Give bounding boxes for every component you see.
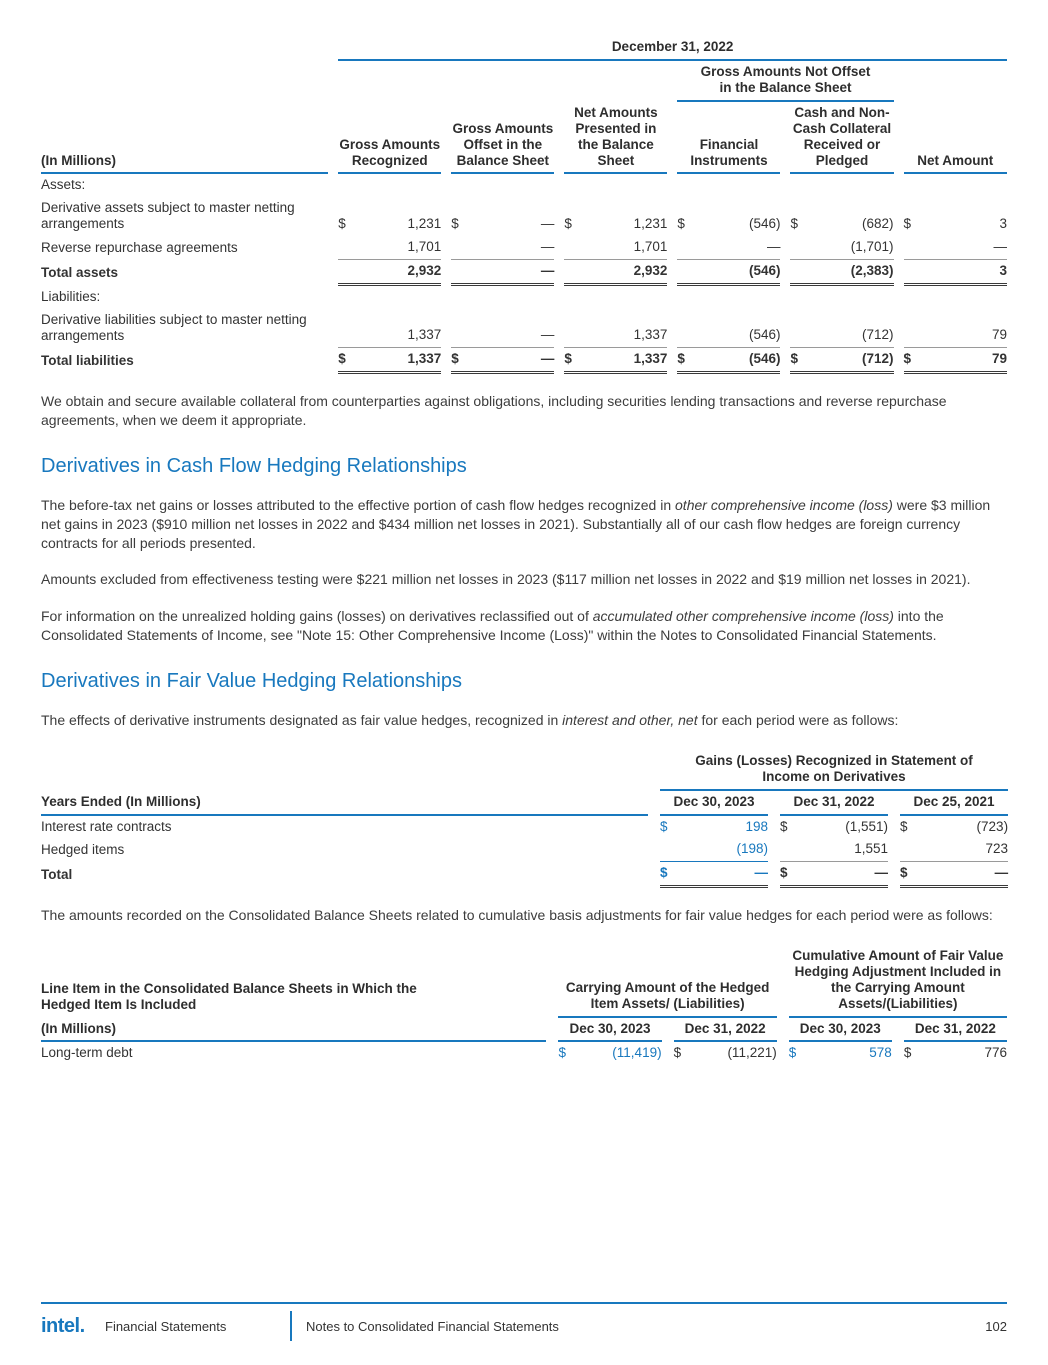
row-derivative-liabilities: Derivative liabilities subject to master netting arrangements 1,337 — 1,337 (546) (712) 79 xyxy=(41,309,1007,348)
footer-divider xyxy=(290,1311,292,1341)
cell-value: 776 xyxy=(984,1045,1007,1061)
col-header: Dec 30, 2023 xyxy=(660,790,768,815)
footer-notes-label: Notes to Consolidated Financial Statements xyxy=(306,1318,559,1334)
group-header-row xyxy=(41,60,1007,101)
currency-symbol: $ xyxy=(677,216,685,232)
col-header: Gross Amounts Offset in the Balance Sheet xyxy=(451,101,554,174)
currency-symbol: $ xyxy=(558,1045,566,1061)
cell-value: — xyxy=(469,309,554,348)
currency-symbol: $ xyxy=(790,216,798,232)
row-hedged-items: Hedged items (198) 1,551 723 xyxy=(41,838,1008,861)
cell-value: 1,337 xyxy=(356,309,441,348)
cell-value: 1,551 xyxy=(800,838,888,861)
col-header: Dec 30, 2023 xyxy=(789,1017,892,1042)
col-header: Net Amount xyxy=(904,101,1007,174)
paragraph-fair-value-1: The effects of derivative instruments designated as fair value hedges, recognized in interest and other, net for each period were as follows: xyxy=(41,712,899,729)
group-header-carrying: Carrying Amount of the Hedged Item Assets/ (Liabilities) xyxy=(558,945,776,1017)
column-header-row xyxy=(41,1017,1007,1042)
cell-value: — xyxy=(469,348,554,373)
cell-value: 2,932 xyxy=(582,260,667,285)
paragraph-cash-flow-3: For information on the unrealized holding gains (losses) on derivatives reclassified out of accumulated other comprehensive income (loss) into the Consolidated Statements of Income, see "Note 15: Other Comprehensive Income (Loss)" within the Notes to Consolidated Financial Statements. xyxy=(41,607,944,643)
row-total-assets: Total assets 2,932 — 2,932 (546) (2,383) 3 xyxy=(41,260,1007,285)
footer-section-label: Financial Statements xyxy=(105,1318,227,1334)
cell-value: — xyxy=(920,862,1008,887)
cell-value: (546) xyxy=(695,309,780,348)
basis-adjustments-table-wrap xyxy=(41,945,1007,1066)
cell-value: 198 xyxy=(745,818,768,834)
cell-value: (11,221) xyxy=(727,1045,777,1061)
cell-value: 1,701 xyxy=(582,236,667,259)
column-header-row xyxy=(41,790,1008,815)
col-header: Net Amounts Presented in the Balance Sheet xyxy=(564,101,667,174)
line-item-header: Line Item in the Consolidated Balance Sheets in Which the Hedged Item Is Included xyxy=(41,980,417,1012)
row-derivative-assets: Derivative assets subject to master netting arrangements $ 1,231 $ — $ 1,231 $ (546) $ (682) $ 3 xyxy=(41,197,1007,236)
currency-symbol: $ xyxy=(780,862,800,887)
page-footer xyxy=(41,1302,1007,1341)
currency-symbol: $ xyxy=(904,348,922,373)
currency-symbol: $ xyxy=(900,862,920,887)
cell-value: (546) xyxy=(695,260,780,285)
cell-value: 3 xyxy=(922,260,1007,285)
col-header: Dec 30, 2023 xyxy=(558,1017,661,1042)
cell-value: 1,337 xyxy=(582,309,667,348)
basis-adjustments-table xyxy=(41,945,1007,1066)
col-header: Financial Instruments xyxy=(677,101,780,174)
paragraph-fair-value-2: The amounts recorded on the Consolidated Balance Sheets related to cumulative basis adjustments for fair value hedges for each period were as follows: xyxy=(41,907,993,924)
cell-value: 2,932 xyxy=(356,260,441,285)
fair-value-gains-table xyxy=(41,750,1008,889)
cell-value: 1,701 xyxy=(356,236,441,259)
row-total: Total $ — $ — $ — xyxy=(41,862,1008,887)
offsetting-table-wrap xyxy=(41,36,1007,374)
heading-fair-value-hedging: Derivatives in Fair Value Hedging Relationships xyxy=(41,670,462,693)
paragraph-cash-flow-1: The before-tax net gains or losses attributed to the effective portion of cash flow hedges recognized in other comprehensive income (loss) were $3 million net gains in 2023 ($910 million net losses in 2022 and $434 million net losses in 2021). Substantially all of our cash flow hedges are foreign currency contracts for all periods presented. xyxy=(41,497,991,551)
currency-symbol: $ xyxy=(338,216,346,232)
cell-value: — xyxy=(680,862,768,887)
currency-symbol: $ xyxy=(900,818,908,834)
period-header: December 31, 2022 xyxy=(338,36,1007,60)
cell-value: (546) xyxy=(748,216,781,232)
currency-symbol: $ xyxy=(660,862,680,887)
currency-symbol: $ xyxy=(903,1045,912,1061)
currency-symbol: $ xyxy=(451,348,469,373)
cell-value: — xyxy=(540,216,555,232)
row-interest-rate-contracts: Interest rate contracts $ 198 $ (1,551) $ (723) xyxy=(41,815,1008,839)
cell-value: (2,383) xyxy=(808,260,893,285)
section-row-assets: Assets: xyxy=(41,177,86,193)
cell-value: (723) xyxy=(976,818,1009,834)
cell-value: 79 xyxy=(922,309,1007,348)
cell-value: 578 xyxy=(869,1045,892,1061)
cell-value: 1,231 xyxy=(407,216,442,232)
cell-value: — xyxy=(800,862,888,887)
column-header-row xyxy=(41,101,1007,174)
col-header: Dec 31, 2022 xyxy=(904,1017,1007,1042)
intel-logo: intel. xyxy=(41,1314,85,1337)
cell-value: (546) xyxy=(695,348,780,373)
cell-value: 1,231 xyxy=(633,216,668,232)
cell-value: (712) xyxy=(808,309,893,348)
paragraph-collateral: We obtain and secure available collateral from counterparties against obligations, including securities lending transactions and reverse repurchase agreements, when we deem it appropriate. xyxy=(41,393,947,428)
years-ended-header: Years Ended (In Millions) xyxy=(41,790,648,815)
group-header-row xyxy=(41,945,1007,1017)
cell-value: (682) xyxy=(862,216,894,232)
col-header: Dec 31, 2022 xyxy=(674,1017,777,1042)
section-row-liabilities: Liabilities: xyxy=(41,289,101,305)
currency-symbol: $ xyxy=(564,348,582,373)
row-reverse-repo: Reverse repurchase agreements 1,701 — 1,701 — (1,701) — xyxy=(41,236,1007,259)
cell-value: 723 xyxy=(920,838,1008,861)
cell-value: — xyxy=(469,236,554,259)
currency-symbol: $ xyxy=(338,348,356,373)
group-header: Gross Amounts Not Offset in the Balance Sheet xyxy=(677,60,893,101)
row-long-term-debt: Long-term debt $ (11,419) $ (11,221) $ 578 $ 776 xyxy=(41,1041,1007,1065)
currency-symbol: $ xyxy=(564,216,572,232)
in-millions-header: (In Millions) xyxy=(41,1017,546,1042)
currency-symbol: $ xyxy=(788,1045,797,1061)
cell-value: 1,337 xyxy=(582,348,667,373)
cell-value: (11,419) xyxy=(612,1045,662,1061)
cell-value: (1,701) xyxy=(808,236,893,259)
col-header: Dec 31, 2022 xyxy=(780,790,888,815)
cell-value: (1,551) xyxy=(845,818,888,834)
period-header-row xyxy=(41,36,1007,60)
cell-value: 1,337 xyxy=(356,348,441,373)
currency-symbol: $ xyxy=(780,818,788,834)
cell-value: — xyxy=(469,260,554,285)
fair-value-gains-table-wrap xyxy=(41,750,1007,889)
col-header: Dec 25, 2021 xyxy=(900,790,1008,815)
group-header-cumulative: Cumulative Amount of Fair Value Hedging Adjustment Included in the Carrying Amount Assets/(Liabilities) xyxy=(789,945,1007,1017)
cell-value: — xyxy=(695,236,780,259)
group-header-row xyxy=(41,750,1008,790)
col-header: Gross Amounts Recognized xyxy=(338,101,441,174)
currency-symbol: $ xyxy=(451,216,459,232)
paragraph-cash-flow-2: Amounts excluded from effectiveness testing were $221 million net losses in 2023 ($117 million net losses in 2022 and $19 million net losses in 2021). xyxy=(41,571,971,588)
cell-value: 79 xyxy=(922,348,1007,373)
group-header: Gains (Losses) Recognized in Statement of Income on Derivatives xyxy=(660,750,1008,790)
heading-cash-flow-hedging: Derivatives in Cash Flow Hedging Relationships xyxy=(41,455,467,478)
currency-symbol: $ xyxy=(673,1045,682,1061)
cell-value: 3 xyxy=(999,216,1007,232)
row-total-liabilities: Total liabilities $ 1,337 $ — $ 1,337 $ (546) $ (712) $ 79 xyxy=(41,348,1007,373)
currency-symbol: $ xyxy=(790,348,808,373)
page-number: 102 xyxy=(985,1318,1007,1334)
currency-symbol: $ xyxy=(677,348,695,373)
currency-symbol: $ xyxy=(660,818,668,834)
currency-symbol: $ xyxy=(903,216,912,232)
cell-value: (712) xyxy=(808,348,893,373)
offsetting-table xyxy=(41,36,1007,374)
cell-value: (198) xyxy=(680,838,768,861)
in-millions-header: (In Millions) xyxy=(41,101,328,174)
col-header: Cash and Non-Cash Collateral Received or Pledged xyxy=(790,101,893,174)
cell-value: — xyxy=(922,236,1007,259)
